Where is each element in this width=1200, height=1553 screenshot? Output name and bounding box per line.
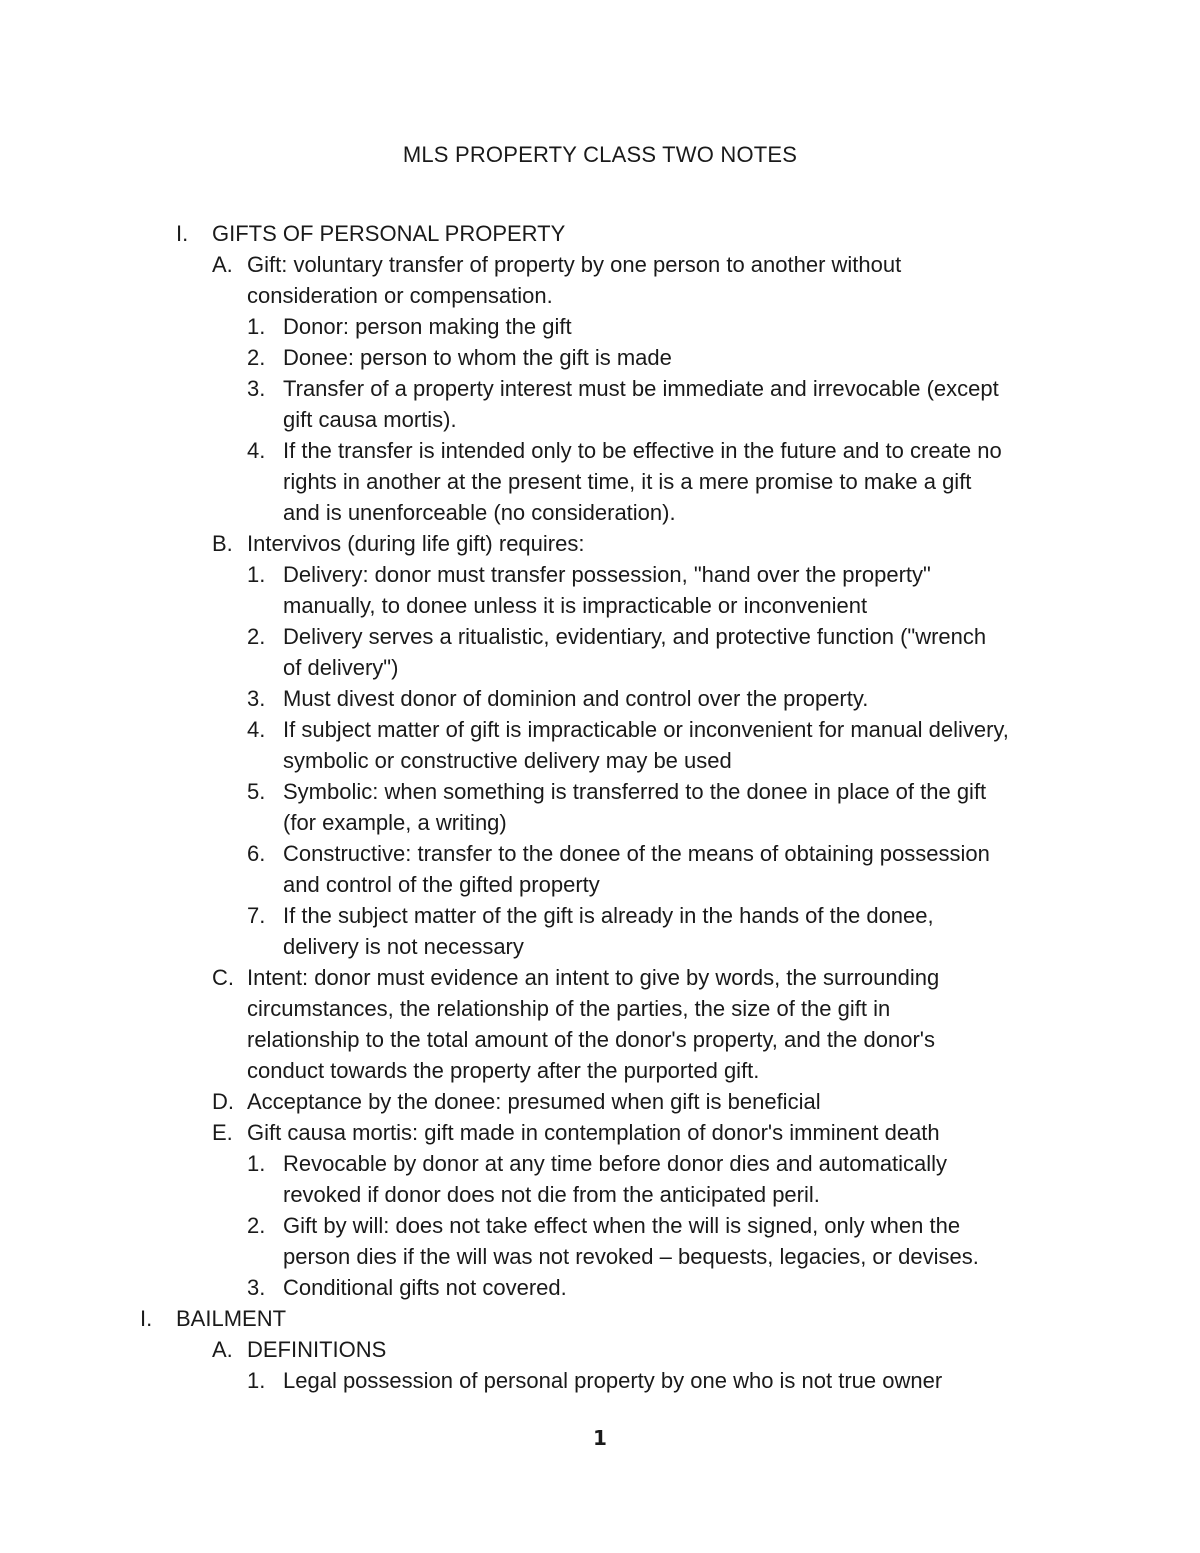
outline-marker: 4.: [247, 438, 266, 463]
outline-marker: B.: [212, 531, 233, 556]
page-title: MLS PROPERTY CLASS TWO NOTES: [402, 142, 798, 167]
outline-text: consideration or compensation.: [247, 283, 553, 308]
outline-marker: 1.: [247, 562, 266, 587]
outline-item: [0, 683, 1200, 714]
outline-text: Gift by will: does not take effect when the will is signed, only when the: [283, 1213, 961, 1238]
outline-item: [0, 311, 1200, 342]
outline-text: Intent: donor must evidence an intent to give by words, the surrounding: [247, 965, 940, 990]
outline-text: If subject matter of gift is impracticable or inconvenient for manual delivery,: [283, 717, 1009, 742]
outline-marker: 4.: [247, 717, 266, 742]
outline-item: [0, 1210, 1200, 1241]
outline-text: Acceptance by the donee: presumed when gift is beneficial: [247, 1089, 821, 1114]
outline-marker: 1.: [247, 314, 266, 339]
outline-item: [0, 714, 1200, 745]
outline-marker: E.: [212, 1120, 233, 1145]
outline-text: Delivery: donor must transfer possession, "hand over the property": [283, 562, 931, 587]
outline-item: [0, 342, 1200, 373]
outline-item: [0, 559, 1200, 590]
outline-body: [0, 218, 1200, 1396]
outline-item: [0, 435, 1200, 466]
outline-text: conduct towards the property after the purported gift.: [247, 1058, 760, 1083]
outline-item: [0, 1148, 1200, 1179]
outline-text: BAILMENT: [176, 1306, 287, 1331]
outline-text: Gift causa mortis: gift made in contemplation of donor's imminent death: [247, 1120, 940, 1145]
outline-text: relationship to the total amount of the donor's property, and the donor's: [247, 1027, 935, 1052]
outline-text: If the subject matter of the gift is already in the hands of the donee,: [283, 903, 934, 928]
outline-item: [0, 1086, 1200, 1117]
outline-marker: 7.: [247, 903, 266, 928]
outline-item-continuation: [0, 590, 1200, 621]
outline-text: Must divest donor of dominion and control over the property.: [283, 686, 869, 711]
outline-text: Symbolic: when something is transferred to the donee in place of the gift: [283, 779, 987, 804]
outline-item-continuation: [0, 466, 1200, 497]
outline-text: manually, to donee unless it is impracticable or inconvenient: [283, 593, 868, 618]
outline-text: gift causa mortis).: [283, 407, 457, 432]
outline-item-continuation: [0, 1241, 1200, 1272]
outline-marker: 1.: [247, 1151, 266, 1176]
outline-text: Revocable by donor at any time before donor dies and automatically: [283, 1151, 948, 1176]
outline-item-continuation: [0, 497, 1200, 528]
page-number: 1: [593, 1426, 607, 1450]
outline-marker: C.: [212, 965, 234, 990]
outline-marker: 5.: [247, 779, 266, 804]
outline-text: DEFINITIONS: [247, 1337, 387, 1362]
outline-marker: 3.: [247, 376, 266, 401]
outline-item: [0, 373, 1200, 404]
outline-text: Transfer of a property interest must be immediate and irrevocable (except: [283, 376, 999, 401]
outline-text: Gift: voluntary transfer of property by one person to another without: [247, 252, 902, 277]
outline-text: If the transfer is intended only to be effective in the future and to create no: [283, 438, 1002, 463]
outline-item: [0, 1272, 1200, 1303]
outline-item-continuation: [0, 993, 1200, 1024]
outline-marker: 2.: [247, 345, 266, 370]
outline-item-continuation: [0, 404, 1200, 435]
outline-text: revoked if donor does not die from the anticipated peril.: [283, 1182, 820, 1207]
outline-item: [0, 1117, 1200, 1148]
outline-text: Legal possession of personal property by one who is not true owner: [283, 1368, 943, 1393]
outline-item: [0, 776, 1200, 807]
outline-marker: D.: [212, 1089, 234, 1114]
outline-item: [0, 249, 1200, 280]
outline-text: and control of the gifted property: [283, 872, 600, 897]
outline-item-continuation: [0, 1179, 1200, 1210]
outline-text: GIFTS OF PERSONAL PROPERTY: [212, 221, 566, 246]
outline-marker: 2.: [247, 1213, 266, 1238]
outline-text: symbolic or constructive delivery may be used: [283, 748, 732, 773]
outline-item: [0, 900, 1200, 931]
outline-text: Delivery serves a ritualistic, evidentiary, and protective function ("wrench: [283, 624, 987, 649]
outline-text: delivery is not necessary: [283, 934, 524, 959]
outline-text: person dies if the will was not revoked – bequests, legacies, or devises.: [283, 1244, 979, 1269]
outline-item: [0, 838, 1200, 869]
outline-marker: 3.: [247, 686, 266, 711]
outline-text: circumstances, the relationship of the parties, the size of the gift in: [247, 996, 891, 1021]
outline-item: [0, 1303, 1200, 1334]
outline-text: and is unenforceable (no consideration).: [283, 500, 676, 525]
outline-item-continuation: [0, 807, 1200, 838]
outline-item-continuation: [0, 931, 1200, 962]
outline-marker: 2.: [247, 624, 266, 649]
outline-marker: 6.: [247, 841, 266, 866]
outline-marker: A.: [212, 1337, 233, 1362]
outline-item: [0, 962, 1200, 993]
outline-item-continuation: [0, 1055, 1200, 1086]
outline-item: [0, 621, 1200, 652]
outline-item-continuation: [0, 745, 1200, 776]
outline-marker: 1.: [247, 1368, 266, 1393]
outline-marker: 3.: [247, 1275, 266, 1300]
outline-text: Conditional gifts not covered.: [283, 1275, 567, 1300]
outline-marker: A.: [212, 252, 233, 277]
outline-item-continuation: [0, 280, 1200, 311]
outline-text: of delivery"): [283, 655, 399, 680]
outline-item: [0, 1334, 1200, 1365]
outline-marker: I.: [176, 221, 189, 246]
outline-item-continuation: [0, 869, 1200, 900]
outline-text: Intervivos (during life gift) requires:: [247, 531, 585, 556]
outline-text: Constructive: transfer to the donee of the means of obtaining possession: [283, 841, 990, 866]
outline-item: [0, 218, 1200, 249]
outline-item-continuation: [0, 1024, 1200, 1055]
outline-item: [0, 1365, 1200, 1396]
outline-text: rights in another at the present time, it is a mere promise to make a gift: [283, 469, 972, 494]
outline-item: [0, 528, 1200, 559]
outline-marker: I.: [140, 1306, 153, 1331]
outline-text: Donee: person to whom the gift is made: [283, 345, 672, 370]
outline-text: (for example, a writing): [283, 810, 507, 835]
outline-item-continuation: [0, 652, 1200, 683]
outline-text: Donor: person making the gift: [283, 314, 572, 339]
